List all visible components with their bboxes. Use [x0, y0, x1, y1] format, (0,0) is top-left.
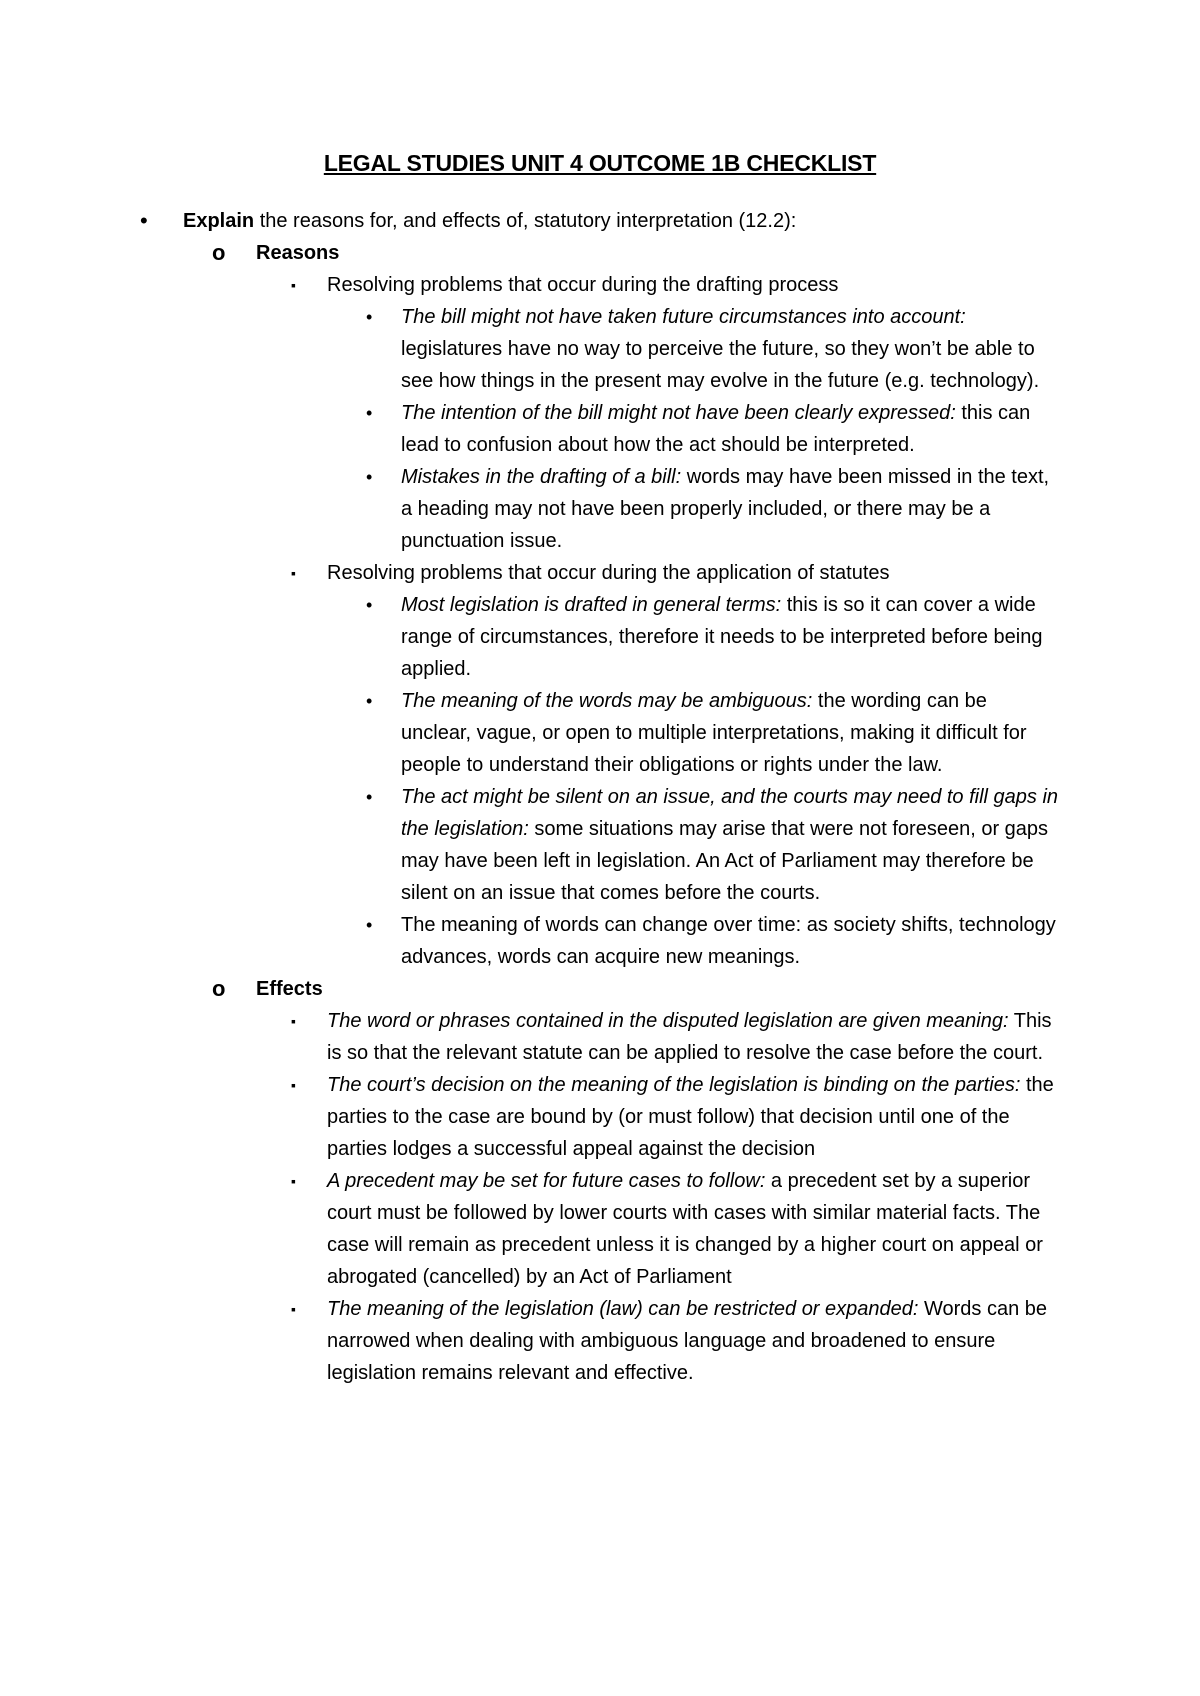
item-italic: Most legislation is drafted in general terms:: [401, 594, 782, 616]
item-italic: The court’s decision on the meaning of the legislation is binding on the parties:: [327, 1074, 1021, 1096]
list-item: [0, 909, 1061, 973]
item-text: words may have been missed in the text, a heading may not have been properly included, or there may be a punctuation issue.: [401, 466, 1050, 552]
item-text: the wording can be unclear, vague, or open to multiple interpretations, making it difficult for people to understand their obligations or rights under the law.: [401, 690, 1027, 776]
item-text: This is so that the relevant statute can be applied to resolve the case before the court.: [327, 1010, 1052, 1064]
list-item: [0, 397, 1061, 461]
item-text: a precedent set by a superior court must be followed by lower courts with cases with similar material facts. The case will remain as precedent unless it is changed by a higher court on appeal or abrogated (cancelled) by an Act of Parliament: [327, 1170, 1043, 1288]
explain-bold: Explain: [183, 210, 255, 232]
item-italic: The bill might not have taken future circumstances into account:: [401, 306, 966, 328]
explain-item: [0, 205, 1200, 237]
list-item: [0, 781, 1061, 909]
drafting-item: [0, 269, 1200, 301]
list-item: [0, 589, 1061, 685]
list-item: [0, 685, 1061, 781]
item-text: Words can be narrowed when dealing with ambiguous language and broadened to ensure legislation remains relevant and effective.: [327, 1298, 1048, 1384]
application-label: Resolving problems that occur during the application of statutes: [327, 562, 890, 584]
list-item: [0, 301, 1061, 397]
checklist: [0, 205, 1200, 1389]
item-italic: The intention of the bill might not have been clearly expressed:: [401, 402, 956, 424]
page-title: LEGAL STUDIES UNIT 4 OUTCOME 1B CHECKLIST: [323, 150, 877, 176]
bullet-icon: •: [366, 787, 373, 807]
explain-text: the reasons for, and effects of, statutory interpretation (12.2):: [254, 210, 797, 232]
item-italic: A precedent may be set for future cases to follow:: [327, 1170, 766, 1192]
list-item: [0, 1005, 1062, 1069]
hollow-bullet-icon: o: [212, 976, 226, 1001]
item-text: some situations may arise that were not foreseen, or gaps may have been left in legislation. An Act of Parliament may therefore be silent on an issue that comes before the courts.: [401, 818, 1049, 904]
list-item: [0, 1293, 1062, 1389]
list-item: [0, 1165, 1062, 1293]
item-text: this can lead to confusion about how the act should be interpreted.: [401, 402, 1031, 456]
item-italic: Mistakes in the drafting of a bill:: [401, 466, 682, 488]
item-text: legislatures have no way to perceive the future, so they won’t be able to see how things in the present may evolve in the future (e.g. technology).: [401, 338, 1040, 392]
effects-heading: Effects: [256, 978, 323, 1000]
item-text: the parties to the case are bound by (or must follow) that decision until one of the parties lodges a successful appeal against the decision: [327, 1074, 1054, 1160]
drafting-label: Resolving problems that occur during the drafting process: [327, 274, 839, 296]
list-item: [0, 1069, 1062, 1165]
hollow-bullet-icon: o: [212, 240, 226, 265]
square-bullet-icon: ▪: [291, 565, 296, 581]
square-bullet-icon: ▪: [291, 1013, 296, 1029]
bullet-icon: •: [140, 208, 148, 233]
bullet-icon: •: [366, 595, 373, 615]
list-item: [0, 461, 1061, 557]
application-item: [0, 557, 1200, 589]
item-italic: The meaning of the legislation (law) can be restricted or expanded:: [327, 1298, 919, 1320]
bullet-icon: •: [366, 915, 373, 935]
bullet-icon: •: [366, 691, 373, 711]
reasons-heading: Reasons: [256, 242, 340, 264]
reasons-heading-item: [0, 237, 1200, 269]
square-bullet-icon: ▪: [291, 1173, 296, 1189]
item-text: this is so it can cover a wide range of circumstances, therefore it needs to be interpreted before being applied.: [401, 594, 1043, 680]
item-text: The meaning of words can change over time: as society shifts, technology advances, words can acquire new meanings.: [401, 914, 1056, 968]
square-bullet-icon: ▪: [291, 1301, 296, 1317]
item-italic: The meaning of the words may be ambiguous:: [401, 690, 813, 712]
item-italic: The word or phrases contained in the disputed legislation are given meaning:: [327, 1010, 1009, 1032]
item-italic: The act might be silent on an issue, and the courts may need to fill gaps in the legislation:: [401, 786, 1059, 840]
bullet-icon: •: [366, 467, 373, 487]
square-bullet-icon: ▪: [291, 1077, 296, 1093]
bullet-icon: •: [366, 403, 373, 423]
effects-heading-item: [0, 973, 1200, 1005]
bullet-icon: •: [366, 307, 373, 327]
square-bullet-icon: ▪: [291, 277, 296, 293]
